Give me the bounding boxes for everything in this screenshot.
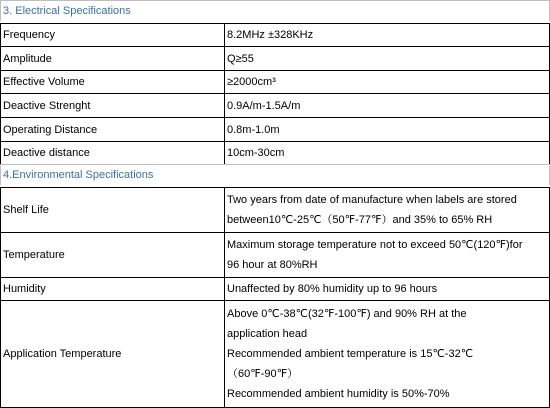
spec-value-line: Above 0℃-38℃(32℉-100℉) and 90% RH at the [227, 308, 467, 320]
spec-label: Temperature [1, 233, 225, 278]
section-4-header [0, 164, 550, 185]
spec-value: 10cm-30cm [225, 142, 550, 165]
section-4-title: 4.Environmental Specifications [1, 164, 549, 185]
spec-value: ≥2000cm³ [225, 71, 550, 94]
spec-value-line: Maximum storage temperature not to exceed 50℃(120℉)for [227, 239, 523, 251]
spec-value: 0.8m-1.0m [225, 118, 550, 142]
spec-value [225, 233, 550, 278]
spec-value [225, 301, 550, 408]
table-row [1, 301, 550, 408]
spec-value: Q≥55 [225, 47, 550, 71]
table-row [1, 94, 550, 118]
spec-label: Shelf Life [1, 188, 225, 233]
spec-value-line: 96 hour at 80%RH [227, 259, 318, 271]
spec-label: Amplitude [1, 47, 225, 71]
spec-value [225, 188, 550, 233]
spec-label: Humidity [1, 278, 225, 301]
spec-value-line: Recommended ambient temperature is 15℃-32℃ [227, 348, 474, 360]
table-row [1, 47, 550, 71]
electrical-specs-table [0, 23, 550, 165]
spec-label: Deactive distance [1, 142, 225, 165]
section-3-header [0, 0, 550, 21]
spec-value: 8.2MHz ±328KHz [225, 24, 550, 47]
environmental-specs-table [0, 187, 550, 408]
spec-value-line: （60℉-90℉） [227, 368, 299, 380]
spec-value-line: Recommended ambient humidity is 50%-70% [227, 388, 450, 400]
table-row [1, 142, 550, 165]
spec-label: Frequency [1, 24, 225, 47]
table-row [1, 24, 550, 47]
table-row [1, 278, 550, 301]
spec-value-line: application head [227, 328, 308, 340]
spec-label: Deactive Strenght [1, 94, 225, 118]
spec-value-line: between10℃-25℃（50℉-77℉）and 35% to 65% RH [227, 214, 493, 226]
table-row [1, 233, 550, 278]
spec-label: Effective Volume [1, 71, 225, 94]
spec-label: Application Temperature [1, 301, 225, 408]
section-3-title: 3. Electrical Specifications [1, 0, 549, 21]
spec-value-line: Two years from date of manufacture when labels are stored [227, 194, 517, 206]
table-row [1, 71, 550, 94]
table-row [1, 188, 550, 233]
spec-value: Unaffected by 80% humidity up to 96 hours [225, 278, 550, 301]
spec-value: 0.9A/m-1.5A/m [225, 94, 550, 118]
table-row [1, 118, 550, 142]
spec-label: Operating Distance [1, 118, 225, 142]
